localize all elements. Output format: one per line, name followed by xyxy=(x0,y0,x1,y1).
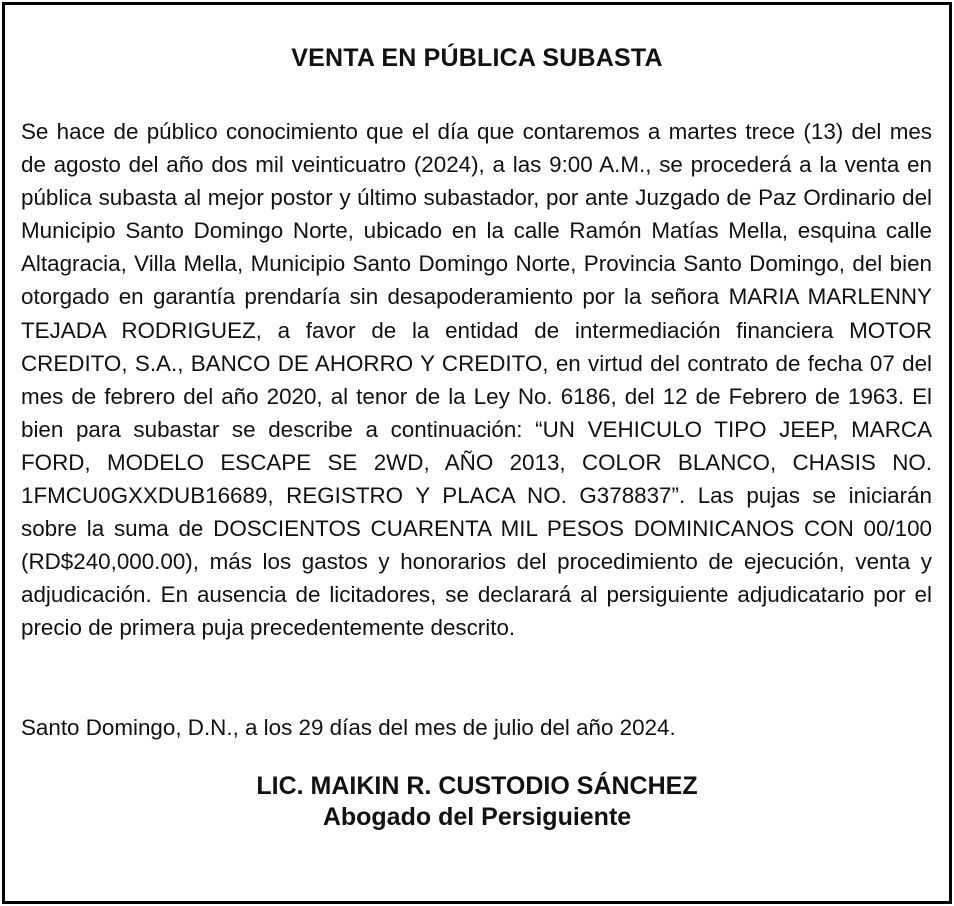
signer-name: LIC. MAIKIN R. CUSTODIO SÁNCHEZ xyxy=(256,772,698,800)
signer-role: Abogado del Persiguiente xyxy=(322,803,632,831)
signature-block xyxy=(5,771,949,833)
notice-body: Se hace de público conocimiento que el día que contaremos a martes trece (13) del mes de agosto del año dos mil veinticuatro (2024), a las 9:00 A.M., se procederá a la venta en pública subasta al mejor postor y último subastador, por ante Juzgado de Paz Ordinario del Municipio Santo Domingo Norte, ubicado en la calle Ramón Matías Mella, esquina calle Altagracia, Villa Mella, Municipio Santo Domingo Norte, Provincia Santo Domingo, del bien otorgado en garantía prendaría sin desapoderamiento por la señora MARIA MARLENNY TEJADA RODRIGUEZ, a favor de la entidad de intermediación financiera MOTOR CREDITO, S.A., BANCO DE AHORRO Y CREDITO, en virtud del contrato de fecha 07 del mes de febrero del año 2020, al tenor de la Ley No. 6186, del 12 de Febrero de 1963. El bien para subastar se describe a continuación: “UN VEHICULO TIPO JEEP, MARCA FORD, MODELO ESCAPE SE 2WD, AÑO 2013, COLOR BLANCO, CHASIS NO. 1FMCU0GXXDUB16689, REGISTRO Y PLACA NO. G378837”. Las pujas se iniciarán sobre la suma de DOSCIENTOS CUARENTA MIL PESOS DOMINICANOS CON 00/100 (RD$240,000.00), más los gastos y honorarios del procedimiento de ejecución, venta y adjudicación. En ausencia de licitadores, se declarará al persiguiente adjudicatario por el precio de primera puja precedentemente descrito. xyxy=(21,119,932,641)
auction-notice xyxy=(2,2,952,904)
notice-date-line: Santo Domingo, D.N., a los 29 días del mes de julio del año 2024. xyxy=(21,715,676,740)
notice-title: VENTA EN PÚBLICA SUBASTA xyxy=(291,44,663,72)
